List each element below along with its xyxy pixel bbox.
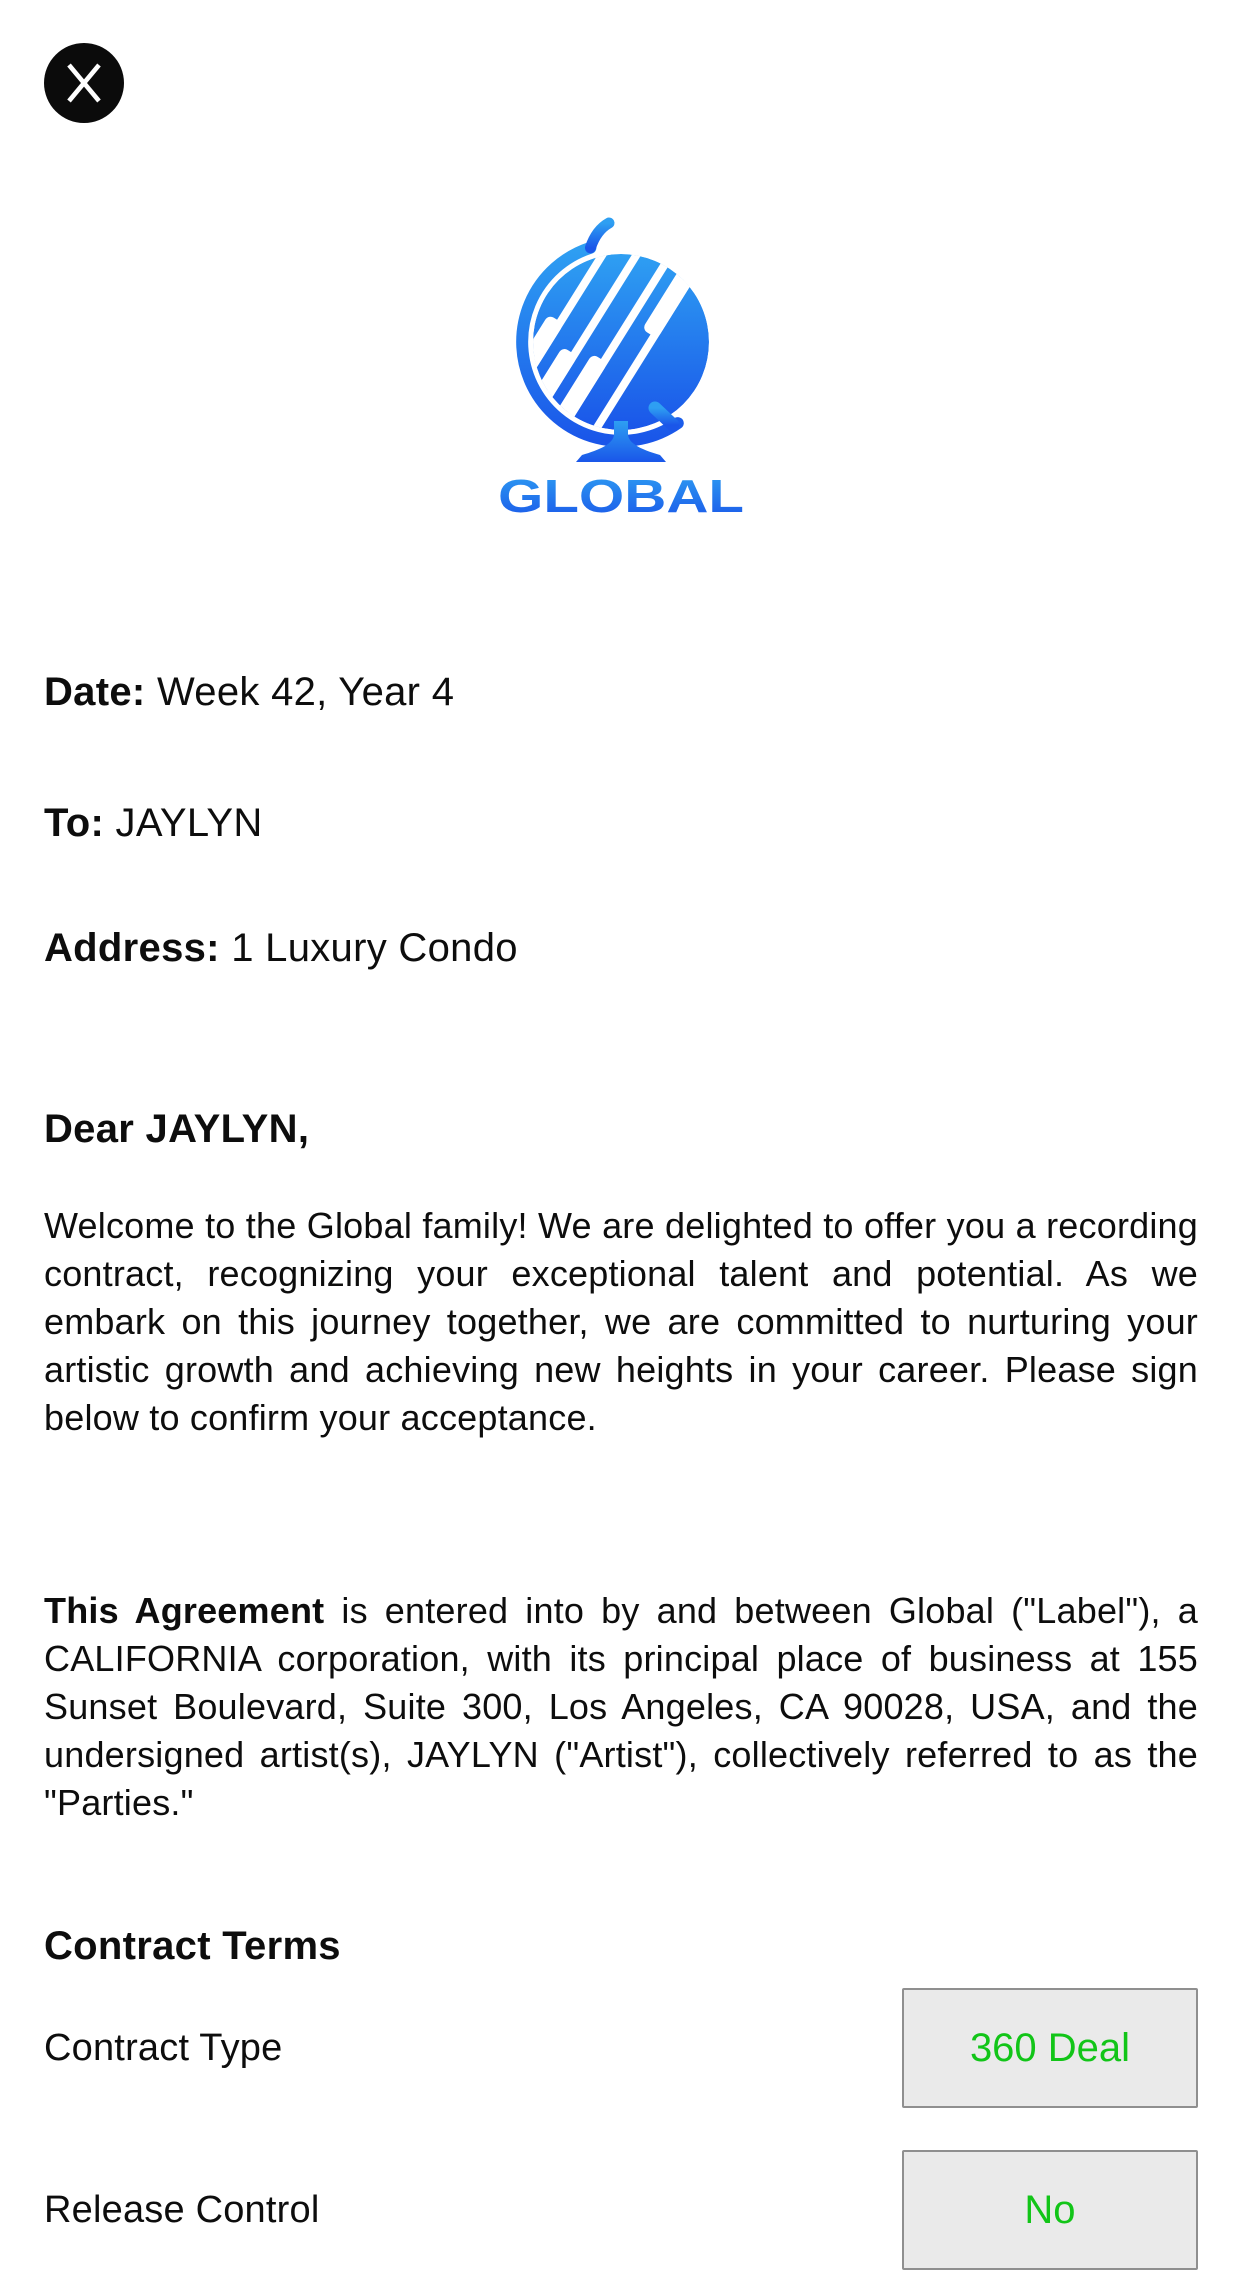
- to-label: To:: [44, 801, 105, 845]
- term-row-release-control: [44, 2150, 1198, 2270]
- close-button[interactable]: [44, 43, 124, 123]
- contract-type-value-button[interactable]: 360 Deal: [902, 1988, 1198, 2108]
- term-row-contract-type: [44, 1988, 1198, 2108]
- record-label-logo: [497, 218, 745, 522]
- address-line: [44, 926, 1198, 971]
- salutation: Dear JAYLYN,: [44, 1107, 310, 1151]
- contract-terms-heading: Contract Terms: [44, 1924, 341, 1969]
- date-label: Date:: [44, 670, 146, 714]
- contract-type-label: Contract Type: [44, 2026, 283, 2069]
- date-line: [44, 670, 1198, 715]
- close-icon: [66, 62, 102, 104]
- release-control-label: Release Control: [44, 2188, 320, 2231]
- agreement-paragraph: [44, 1587, 1198, 1827]
- to-value: JAYLYN: [115, 801, 263, 845]
- address-label: Address:: [44, 926, 220, 970]
- agreement-body: is entered into by and between Global ("Label"), a CALIFORNIA corporation, with its principal place of business at 155 Sunset Boulevard, Suite 300, Los Angeles, CA 90028, USA, and the undersigned artist(s), JAYLYN ("Artist"), collectively referred to as the "Parties.": [44, 1590, 1198, 1823]
- agreement-lead: This Agreement: [44, 1590, 325, 1631]
- globe-ring-finial: [590, 223, 609, 248]
- date-value: Week 42, Year 4: [156, 670, 455, 714]
- globe-piano-icon: [497, 218, 745, 522]
- logo-wordmark: GLOBAL: [498, 470, 744, 522]
- to-line: [44, 801, 1198, 846]
- release-control-value-button[interactable]: No: [902, 2150, 1198, 2270]
- address-value: 1 Luxury Condo: [231, 926, 518, 970]
- intro-paragraph: Welcome to the Global family! We are delighted to offer you a recording contract, recognizing your exceptional talent and potential. As we embark on this journey together, we are committed to nurturing your artistic growth and achieving new heights in your career. Please sign below to confirm your acceptance.: [44, 1205, 1198, 1438]
